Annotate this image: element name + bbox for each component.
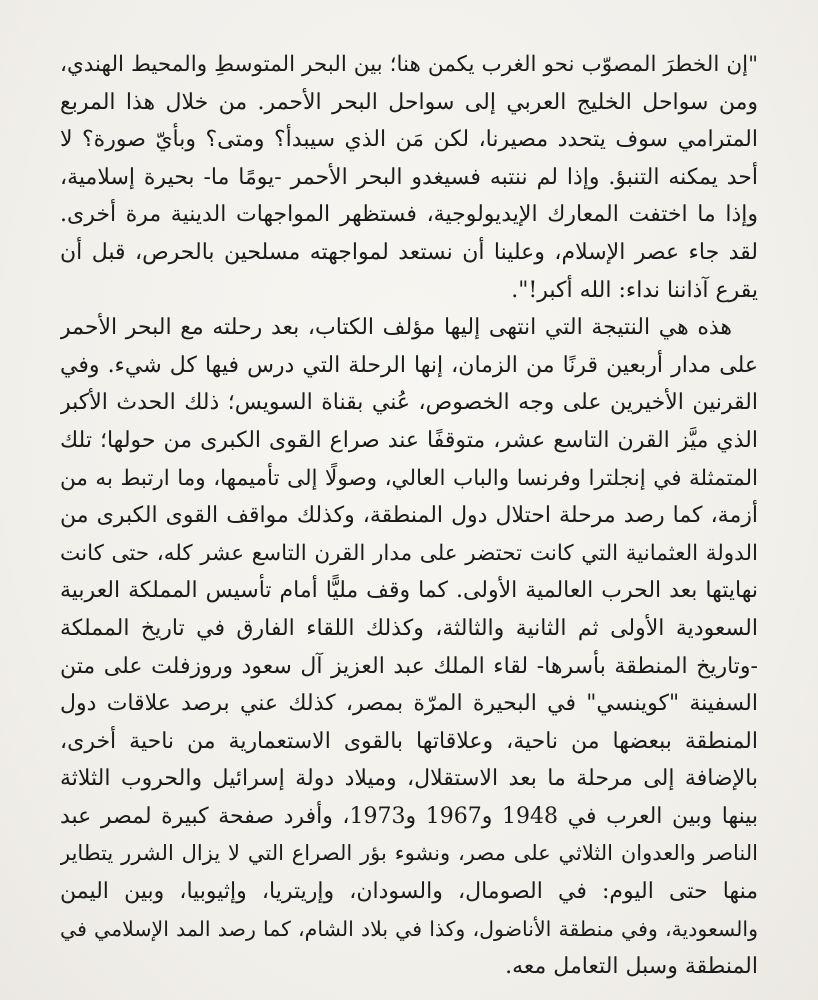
body-line-16: منها حتى اليوم: في الصومال، والسودان، وإريتريا، وإثيوبيا، وبين اليمن xyxy=(60,879,758,905)
page-text xyxy=(60,46,758,986)
body-line-3: القرنين الأخيرين على وجه الخصوص، عُني بقناة السويس؛ ذلك الحدث الأكبر xyxy=(60,390,758,416)
quote-line-6: لقد جاء عصر الإسلام، وعلينا أن نستعد لمواجهته مسلحين بالحرص، قبل أن xyxy=(60,239,758,265)
body-line-9: السعودية الأولى ثم الثانية والثالثة، وكذلك اللقاء الفارق في تاريخ المملكة xyxy=(60,615,758,641)
body-line-7: الدولة العثمانية التي كانت تحتضر على مدار القرن التاسع عشر كله، حتى كانت xyxy=(60,540,758,566)
body-line-17: والسعودية، وفي منطقة الأناضول، وكذا في بلاد الشام، كما رصد المد الإسلامي في xyxy=(60,916,758,941)
body-line-2: على مدار أربعين قرنًا من الزمان، إنها الرحلة التي درس فيها كل شيء. وفي xyxy=(60,352,758,378)
quote-line-3: المترامي سوف يتحدد مصيرنا، لكن مَن الذي سيبدأ؟ ومتى؟ وبأيّ صورة؟ لا xyxy=(60,127,758,153)
quote-line-5: وإذا ما اختفت المعارك الإيديولوجية، فستظهر المواجهات الدينية مرة أخرى. xyxy=(60,202,758,228)
body-line-13: بالإضافة إلى مرحلة ما بعد الاستقلال، وميلاد دولة إسرائيل والحروب الثلاثة xyxy=(60,766,758,792)
body-line-10: -وتاريخ المنطقة بأسرها- لقاء الملك عبد العزيز آل سعود وروزفلت على متن xyxy=(60,653,758,679)
body-line-18: المنطقة وسبل التعامل معه. xyxy=(505,954,758,980)
quote-line-1: "إن الخطرَ المصوّب نحو الغرب يكمن هنا؛ بين البحر المتوسطِ والمحيط الهندي، xyxy=(60,52,758,77)
body-line-6: أزمة، كما رصد مرحلة احتلال دول المنطقة، وكذلك مواقف القوى الكبرى من xyxy=(60,503,758,529)
body-line-1: هذه هي النتيجة التي انتهى إليها مؤلف الكتاب، بعد رحلته مع البحر الأحمر xyxy=(60,315,732,341)
body-line-4: الذي ميَّز القرن التاسع عشر، متوقفًا عند صراع القوى الكبرى من حولها؛ تلك xyxy=(60,427,758,453)
body-line-5: المتمثلة في إنجلترا وفرنسا والباب العالي، وصولًا إلى تأميمها، وما ارتبط به من xyxy=(60,465,758,491)
body-line-8: نهايتها بعد الحرب العالمية الأولى. كما وقف مليًّا أمام تأسيس المملكة العربية xyxy=(60,578,758,604)
body-line-14: بينها وبين العرب في 1948 و1967 و1973، وأفرد صفحة كبيرة لمصر عبد xyxy=(60,803,758,829)
quote-line-2: ومن سواحل الخليج العربي إلى سواحل البحر الأحمر. من خلال هذا المربع xyxy=(60,89,758,115)
quote-line-7: يقرع آذاننا نداء: الله أكبر!". xyxy=(511,277,758,303)
body-line-11: السفينة "كوينسي" في البحيرة المرّة بمصر، كذلك عني برصد علاقات دول xyxy=(60,691,758,717)
quote-line-4: أحد يمكنه التنبؤ. وإذا لم ننتبه فسيغدو البحر الأحمر -يومًا ما- بحيرة إسلامية، xyxy=(60,164,758,190)
body-line-15: الناصر والعدوان الثلاثي على مصر، ونشوء بؤر الصراع التي لا يزال الشرر يتطاير xyxy=(60,841,758,866)
body-paragraph xyxy=(60,309,758,986)
quote-paragraph xyxy=(60,46,758,309)
body-line-12: المنطقة ببعضها من ناحية، وعلاقاتها بالقوى الاستعمارية من ناحية أخرى، xyxy=(60,728,758,754)
